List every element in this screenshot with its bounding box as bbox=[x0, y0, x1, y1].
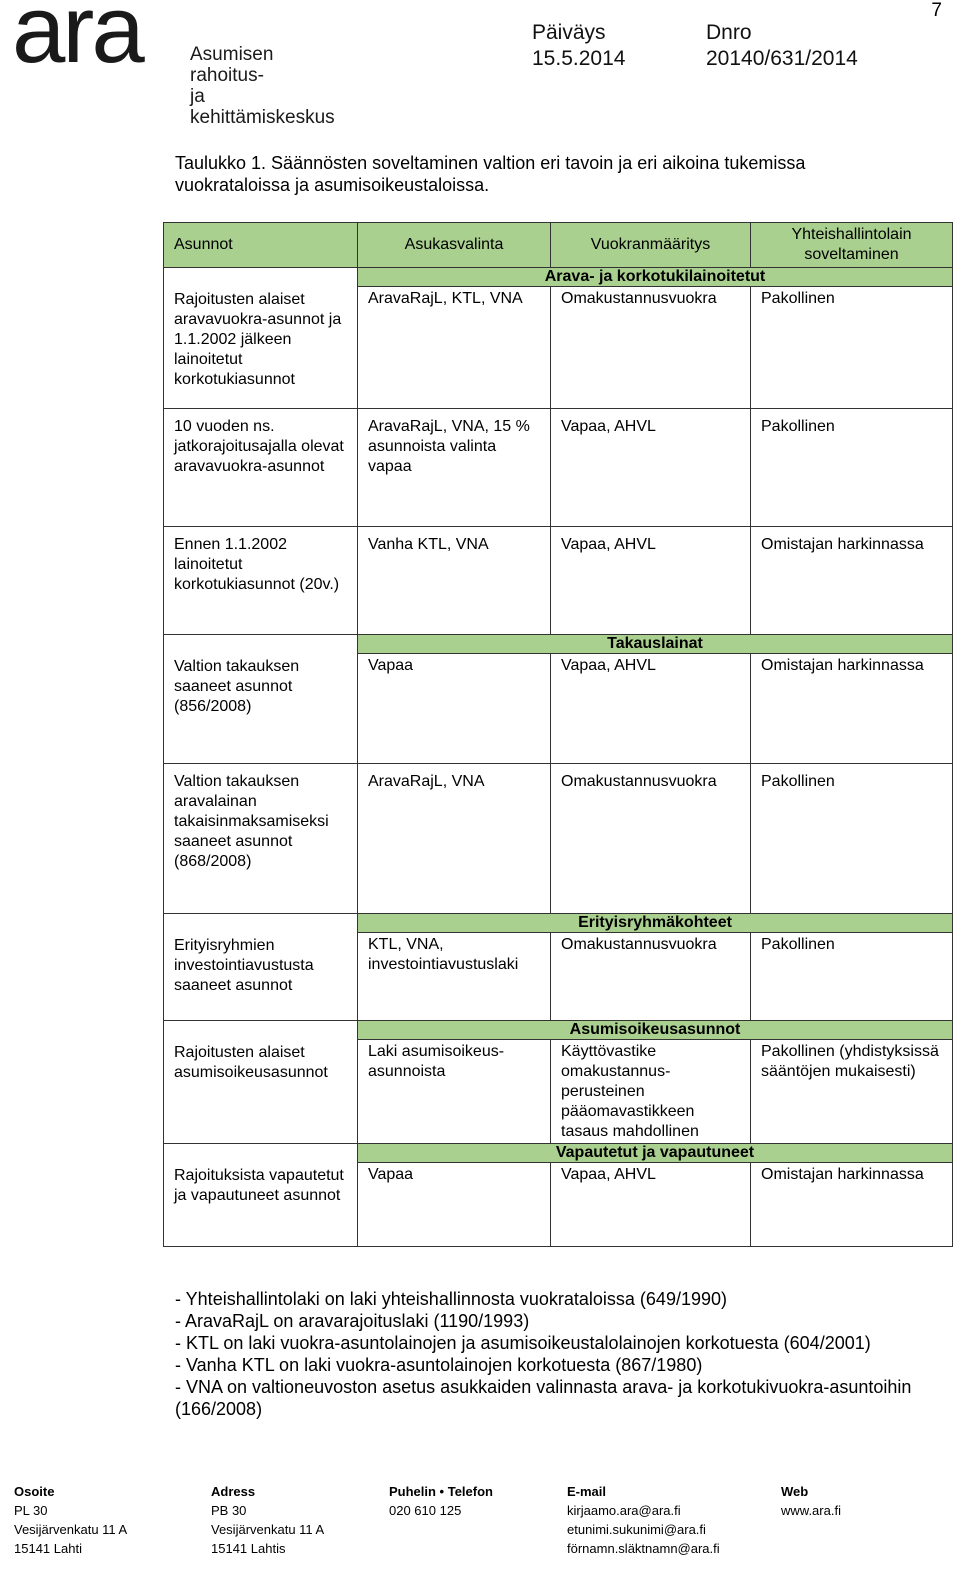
table-caption: Taulukko 1. Säännösten soveltaminen valtion eri tavoin ja eri aikoina tukemissa vuokrataloissa ja asumisoikeustaloissa. bbox=[175, 153, 806, 195]
date-block bbox=[532, 20, 625, 72]
footer-line: 020 610 125 bbox=[389, 1503, 462, 1518]
footer-adress bbox=[211, 1482, 324, 1558]
cell-yhteishallinto: Pakollinen bbox=[751, 764, 953, 914]
cell-asunnot: Rajoituksista vapautetut ja vapautuneet asunnot bbox=[164, 1144, 358, 1247]
cell-yhteishallinto: Pakollinen bbox=[751, 933, 953, 1021]
cell-vuokranmaaritys: Omakustannusvuokra bbox=[551, 933, 751, 1021]
footer-line: 15141 Lahti bbox=[14, 1541, 82, 1556]
note-item: - Yhteishallintolaki on laki yhteishallinnosta vuokrataloissa (649/1990) bbox=[175, 1289, 727, 1309]
cell-asukasvalinta: Vapaa bbox=[358, 654, 551, 764]
footer-puhelin bbox=[389, 1482, 493, 1520]
note-item: - AravaRajL on aravarajoituslaki (1190/1993) bbox=[175, 1311, 530, 1331]
email-link[interactable]: kirjaamo.ara@ara.fi bbox=[567, 1503, 681, 1518]
cell-yhteishallinto: Pakollinen bbox=[751, 287, 953, 409]
footer-line: PL 30 bbox=[14, 1503, 48, 1518]
footer-heading: Adress bbox=[211, 1484, 256, 1499]
logo-line2: ja kehittämiskeskus bbox=[190, 86, 335, 128]
section-header: Takauslainat bbox=[358, 635, 953, 654]
note-item: - Vanha KTL on laki vuokra-asuntolainojen korkotuesta (867/1980) bbox=[175, 1355, 703, 1375]
cell-vuokranmaaritys: Vapaa, AHVL bbox=[551, 527, 751, 635]
date-label: Päiväys bbox=[532, 21, 606, 44]
cell-yhteishallinto: Omistajan harkinnassa bbox=[751, 527, 953, 635]
cell-vuokranmaaritys: Omakustannusvuokra bbox=[551, 287, 751, 409]
footer-osoite bbox=[14, 1482, 127, 1558]
cell-asunnot: 10 vuoden ns. jatkorajoitusajalla olevat aravavuokra-asunnot bbox=[164, 409, 358, 527]
footer-web bbox=[781, 1482, 841, 1520]
cell-asukasvalinta: AravaRajL, VNA, 15 % asunnoista valinta vapaa bbox=[358, 409, 551, 527]
cell-vuokranmaaritys: Omakustannusvuokra bbox=[551, 764, 751, 914]
cell-vuokranmaaritys: Vapaa, AHVL bbox=[551, 654, 751, 764]
cell-vuokranmaaritys: Käyttövastike omakustannus-perusteinen pääomavastikkeen tasaus mahdollinen bbox=[551, 1040, 751, 1144]
cell-asukasvalinta: AravaRajL, VNA bbox=[358, 764, 551, 914]
footer-line: 15141 Lahtis bbox=[211, 1541, 286, 1556]
cell-asunnot: Rajoitusten alaiset aravavuokra-asunnot ja 1.1.2002 jälkeen lainoitetut korkotukiasunnot bbox=[164, 268, 358, 409]
cell-vuokranmaaritys: Vapaa, AHVL bbox=[551, 409, 751, 527]
section-header: Erityisryhmäkohteet bbox=[358, 914, 953, 933]
section-header: Arava- ja korkotukilainoitetut bbox=[358, 268, 953, 287]
ara-logo bbox=[12, 0, 352, 128]
regulation-table bbox=[163, 222, 953, 1247]
dnro-block bbox=[706, 20, 858, 72]
footer-heading: Osoite bbox=[14, 1484, 55, 1499]
column-header: Yhteishallintolain soveltaminen bbox=[751, 223, 953, 268]
cell-asunnot: Ennen 1.1.2002 lainoitetut korkotukiasunnot (20v.) bbox=[164, 527, 358, 635]
cell-yhteishallinto: Pakollinen bbox=[751, 409, 953, 527]
cell-yhteishallinto: Pakollinen (yhdistyksissä sääntöjen mukaisesti) bbox=[751, 1040, 953, 1144]
footer-line: Vesijärvenkatu 11 A bbox=[14, 1522, 128, 1537]
cell-asukasvalinta: AravaRajL, KTL, VNA bbox=[358, 287, 551, 409]
footer-heading: E-mail bbox=[567, 1484, 607, 1499]
cell-asunnot: Rajoitusten alaiset asumisoikeusasunnot bbox=[164, 1021, 358, 1144]
logo-subtitle bbox=[190, 44, 352, 128]
dnro-label: Dnro bbox=[706, 21, 752, 44]
footer-heading: Puhelin • Telefon bbox=[389, 1484, 493, 1499]
table-row bbox=[164, 1144, 953, 1163]
footer-email bbox=[567, 1482, 720, 1558]
table-row bbox=[164, 635, 953, 654]
note-item: - VNA on valtioneuvoston asetus asukkaiden valinnasta arava- ja korkotukivuokra-asuntoihin (166/2008) bbox=[175, 1377, 912, 1419]
logo-wordmark: ara bbox=[12, 0, 142, 83]
cell-asunnot: Erityisryhmien investointiavustusta saaneet asunnot bbox=[164, 914, 358, 1021]
section-header: Vapautetut ja vapautuneet bbox=[358, 1144, 953, 1163]
cell-yhteishallinto: Omistajan harkinnassa bbox=[751, 1163, 953, 1247]
table-row bbox=[164, 268, 953, 287]
cell-asukasvalinta: Vanha KTL, VNA bbox=[358, 527, 551, 635]
section-header: Asumisoikeusasunnot bbox=[358, 1021, 953, 1040]
cell-asukasvalinta: Vapaa bbox=[358, 1163, 551, 1247]
cell-vuokranmaaritys: Vapaa, AHVL bbox=[551, 1163, 751, 1247]
email-link[interactable]: etunimi.sukunimi@ara.fi bbox=[567, 1522, 706, 1537]
date-value: 15.5.2014 bbox=[532, 47, 626, 70]
cell-asunnot: Valtion takauksen saaneet asunnot (856/2008) bbox=[164, 635, 358, 764]
cell-asukasvalinta: Laki asumisoikeus-asunnoista bbox=[358, 1040, 551, 1144]
web-link[interactable]: www.ara.fi bbox=[781, 1503, 841, 1518]
column-header: Vuokranmääritys bbox=[551, 223, 751, 268]
table-row bbox=[164, 527, 953, 635]
table-row bbox=[164, 914, 953, 933]
note-item: - KTL on laki vuokra-asuntolainojen ja asumisoikeustalolainojen korkotuesta (604/2001) bbox=[175, 1333, 871, 1353]
cell-asukasvalinta: KTL, VNA, investointiavustuslaki bbox=[358, 933, 551, 1021]
email-link[interactable]: förnamn.släktnamn@ara.fi bbox=[567, 1541, 720, 1556]
dnro-value: 20140/631/2014 bbox=[706, 47, 858, 70]
column-header: Asunnot bbox=[164, 223, 358, 268]
table-row bbox=[164, 409, 953, 527]
footer-heading: Web bbox=[781, 1484, 809, 1499]
page-number: 7 bbox=[931, 0, 942, 21]
cell-yhteishallinto: Omistajan harkinnassa bbox=[751, 654, 953, 764]
table-row bbox=[164, 764, 953, 914]
table-header-row bbox=[164, 223, 953, 268]
abbreviation-notes bbox=[175, 1288, 935, 1420]
column-header: Asukasvalinta bbox=[358, 223, 551, 268]
cell-asunnot: Valtion takauksen aravalainan takaisinmaksamiseksi saaneet asunnot (868/2008) bbox=[164, 764, 358, 914]
footer-line: Vesijärvenkatu 11 A bbox=[211, 1522, 325, 1537]
table-row bbox=[164, 1021, 953, 1040]
logo-line1: Asumisen rahoitus- bbox=[190, 44, 274, 86]
footer-line: PB 30 bbox=[211, 1503, 247, 1518]
